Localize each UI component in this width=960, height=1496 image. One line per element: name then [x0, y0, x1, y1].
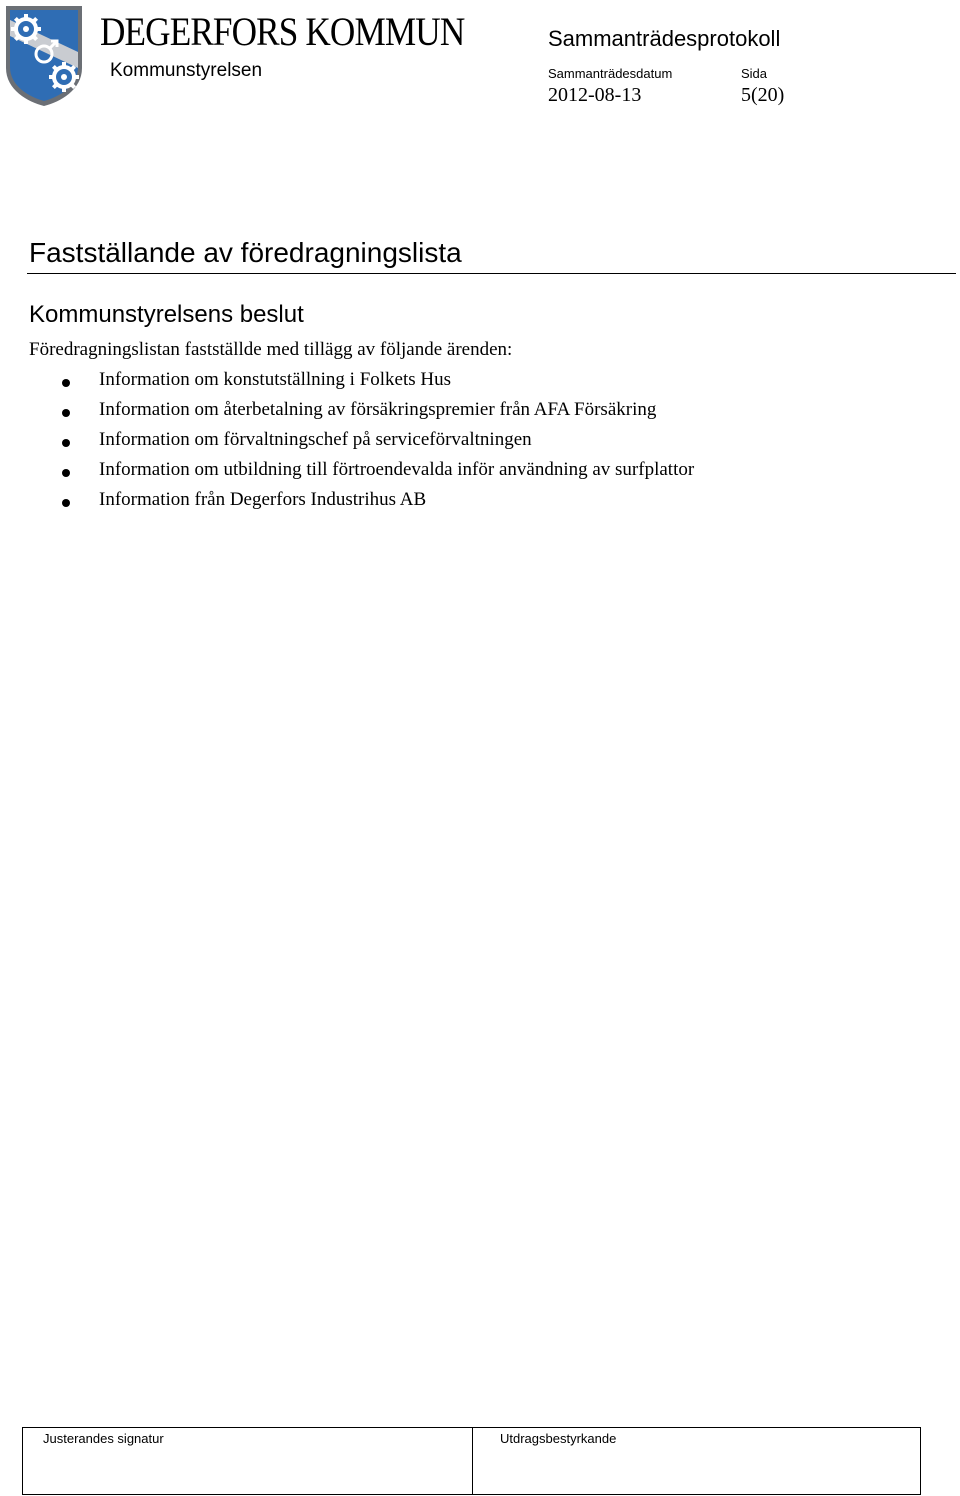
signature-right-label: Utdragsbestyrkande — [500, 1431, 617, 1446]
organization-name: DEGERFORS KOMMUN — [100, 9, 465, 54]
bullet-icon — [62, 379, 70, 387]
degerfors-coat-of-arms-icon — [2, 2, 86, 106]
decision-intro: Föredragningslistan fastställde med tillägg av följande ärenden: — [29, 339, 513, 360]
meeting-date-value: 2012-08-13 — [548, 84, 642, 106]
list-item-text: Information om konstutställning i Folkets Hus — [99, 369, 452, 390]
decision-heading: Kommunstyrelsens beslut — [29, 301, 304, 328]
bullet-icon — [62, 469, 70, 477]
bullet-icon — [62, 499, 70, 507]
list-item-text: Information om återbetalning av försäkringspremier från AFA Försäkring — [99, 399, 657, 420]
page-label: Sida — [741, 66, 768, 81]
list-item — [0, 398, 960, 428]
organization-unit: Kommunstyrelsen — [110, 60, 263, 81]
document-type: Sammanträdesprotokoll — [548, 26, 781, 51]
signature-left-label: Justerandes signatur — [43, 1431, 164, 1446]
section-divider — [27, 273, 956, 274]
list-item — [0, 368, 960, 398]
list-item — [0, 488, 960, 518]
agenda-additions-list — [0, 368, 960, 518]
list-item — [0, 458, 960, 488]
list-item — [0, 428, 960, 458]
page-number: 5(20) — [741, 84, 785, 106]
signature-table — [22, 1427, 921, 1495]
list-item-text: Information om utbildning till förtroendevalda inför användning av surfplattor — [99, 459, 695, 480]
list-item-text: Information om förvaltningschef på serviceförvaltningen — [99, 429, 532, 450]
meeting-date-label: Sammanträdesdatum — [548, 66, 673, 81]
list-item-text: Information från Degerfors Industrihus AB — [99, 489, 427, 510]
section-title: Fastställande av föredragningslista — [29, 237, 462, 268]
bullet-icon — [62, 439, 70, 447]
signature-divider — [472, 1428, 473, 1494]
bullet-icon — [62, 409, 70, 417]
